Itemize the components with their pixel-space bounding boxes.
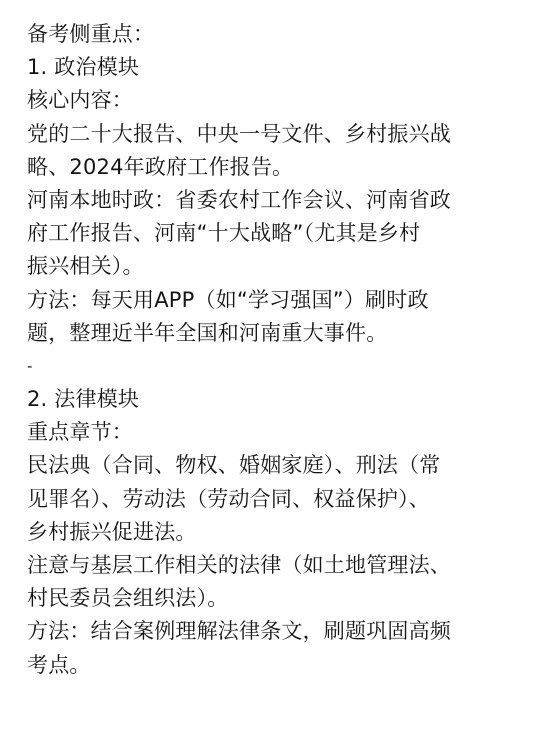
politics-local-line: 府工作报告、河南“十大战略”（尤其是乡村 (27, 221, 421, 246)
law-chapters-line: 见罪名）、劳动法（劳动合同、权益保护）、 (27, 486, 430, 511)
law-chapters-line: 乡村振兴促进法。 (27, 519, 197, 544)
politics-core-line: 略、2024年政府工作报告。 (27, 154, 294, 179)
politics-title: 1. 政治模块 (27, 55, 140, 80)
doc-heading: 备考侧重点： (27, 22, 155, 46)
law-attention-line: 村民委员会组织法）。 (27, 586, 229, 611)
politics-local-line: 振兴相关）。 (27, 254, 144, 279)
politics-core-line: 党的二十大报告、中央一号文件、乡村振兴战 (27, 121, 451, 146)
law-chapters-line: 民法典（合同、物权、婚姻家庭）、刑法（常 (27, 453, 441, 478)
document-body (27, 18, 537, 682)
law-method-line: 方法：结合案例理解法律条文，刷题巩固高频 (27, 619, 451, 644)
law-attention-line: 注意与基层工作相关的法律（如土地管理法、 (27, 553, 451, 577)
law-title: 2. 法律模块 (27, 387, 140, 412)
section-separator: - (27, 356, 33, 375)
politics-local-line: 河南本地时政：省委农村工作会议、河南省政 (27, 187, 451, 212)
politics-core-label: 核心内容： (27, 88, 133, 113)
politics-method-line: 题，整理近半年全国和河南重大事件。 (27, 320, 388, 345)
politics-method-line: 方法：每天用APP（如“学习强国”）刷时政 (27, 287, 429, 312)
law-chapters-label: 重点章节： (27, 420, 133, 445)
law-method-line: 考点。 (27, 652, 91, 677)
